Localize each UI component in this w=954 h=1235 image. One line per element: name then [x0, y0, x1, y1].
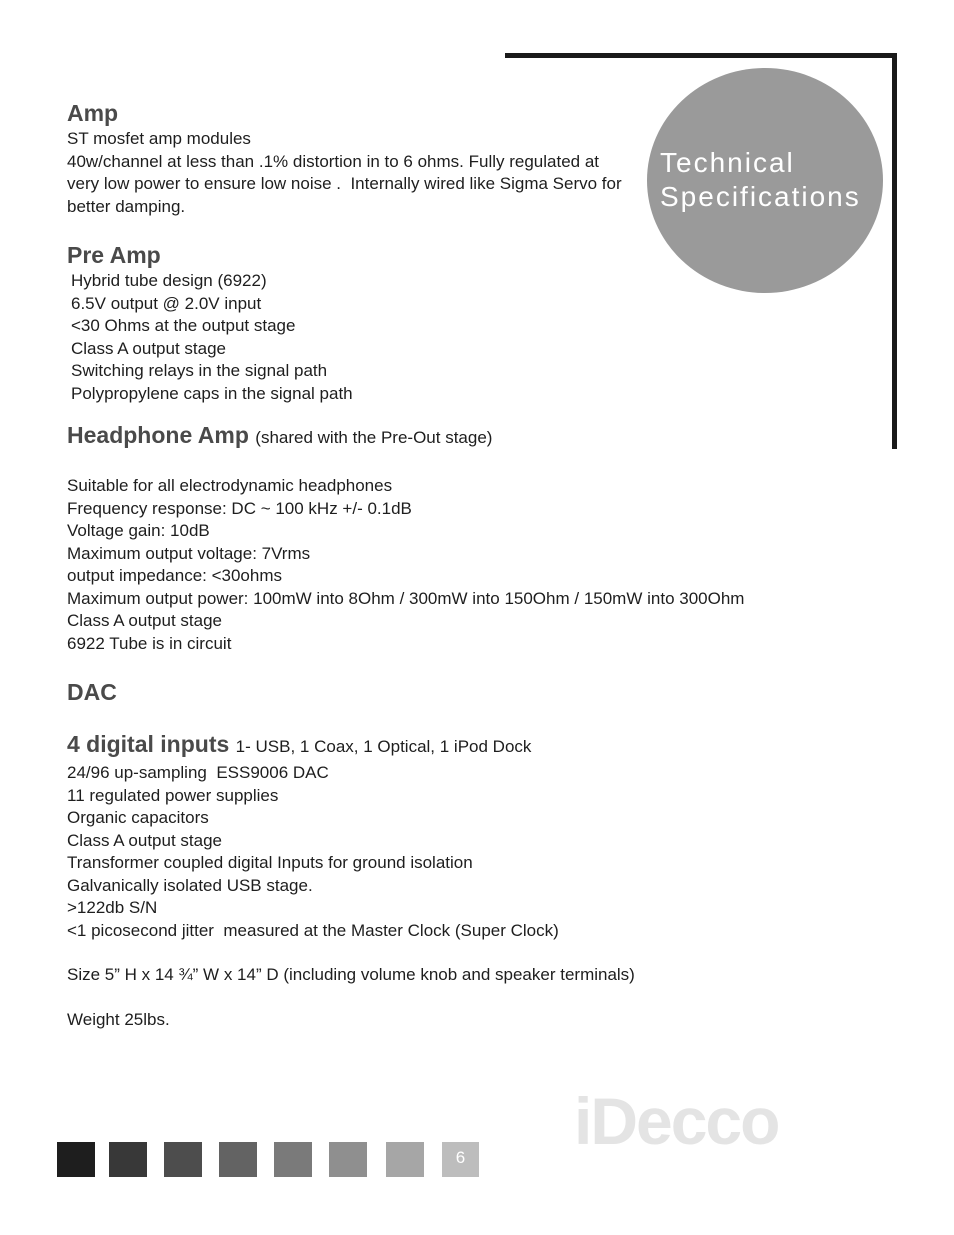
page-title-line1: Technical: [660, 147, 795, 178]
headphone-amp-line: Class A output stage: [67, 611, 222, 630]
headphone-amp-line: Maximum output power: 100mW into 8Ohm / 300mW into 150Ohm / 150mW into 300Ohm: [67, 588, 745, 608]
dac-line: Class A output stage: [67, 830, 222, 850]
headphone-amp-line: Suitable for all electrodynamic headphones: [67, 476, 393, 495]
digital-inputs-heading: [67, 729, 827, 762]
page-number: 6: [442, 1142, 479, 1177]
headphone-amp-line: 6922 Tube is in circuit: [67, 633, 232, 653]
digital-inputs-title: 4 digital inputs: [67, 731, 230, 757]
spec-content: [67, 98, 827, 1031]
headphone-amp-note: (shared with the Pre-Out stage): [255, 428, 493, 447]
brand-logo: iDecco: [574, 1084, 779, 1158]
dac-line: 11 regulated power supplies: [67, 785, 279, 805]
amp-line: 40w/channel at less than .1% distortion in to 6 ohms. Fully regulated at: [67, 151, 600, 171]
headphone-amp-line: output impedance: <30ohms: [67, 566, 283, 585]
footer-block: [274, 1142, 312, 1177]
amp-line: very low power to ensure low noise . Internally wired like Sigma Servo for: [67, 174, 622, 193]
footer-block: [164, 1142, 202, 1177]
dac-heading: DAC: [67, 679, 117, 705]
dac-line: Organic capacitors: [67, 808, 209, 827]
pre-amp-heading: Pre Amp: [67, 242, 161, 268]
amp-heading: Amp: [67, 100, 119, 126]
weight-spec: Weight 25lbs.: [67, 1009, 170, 1029]
footer-block: [57, 1142, 95, 1177]
frame-top-border: [505, 53, 897, 58]
headphone-amp-heading: [67, 420, 827, 453]
pre-amp-line: Hybrid tube design (6922): [71, 271, 267, 290]
amp-line: better damping.: [67, 196, 186, 216]
footer-block: [219, 1142, 257, 1177]
headphone-amp-line: Voltage gain: 10dB: [67, 521, 210, 540]
pre-amp-line: Polypropylene caps in the signal path: [71, 383, 353, 403]
dac-line: Galvanically isolated USB stage.: [67, 875, 313, 895]
dac-line: Transformer coupled digital Inputs for ground isolation: [67, 853, 473, 872]
dac-line: >122db S/N: [67, 898, 158, 917]
footer-block: [109, 1142, 147, 1177]
dac-line: <1 picosecond jitter measured at the Master Clock (Super Clock): [67, 920, 559, 940]
pre-amp-section: [67, 270, 827, 405]
page-title-line2: Specifications: [660, 181, 861, 212]
headphone-amp-title: Headphone Amp: [67, 422, 249, 448]
frame-right-border: [892, 53, 897, 449]
footer-block: [386, 1142, 424, 1177]
headphone-amp-section: [67, 475, 827, 655]
pre-amp-line: Class A output stage: [71, 338, 226, 358]
headphone-amp-line: Frequency response: DC ~ 100 kHz +/- 0.1dB: [67, 498, 412, 518]
amp-line: ST mosfet amp modules: [67, 129, 251, 148]
pre-amp-line: 6.5V output @ 2.0V input: [71, 293, 262, 313]
amp-section: [67, 128, 827, 218]
footer-block: [329, 1142, 367, 1177]
size-spec: Size 5” H x 14 ¾” W x 14” D (including volume knob and speaker terminals): [67, 965, 635, 984]
dac-line: 24/96 up-sampling ESS9006 DAC: [67, 763, 329, 782]
pre-amp-line: <30 Ohms at the output stage: [71, 316, 296, 335]
dac-section: [67, 762, 827, 942]
digital-inputs-note: 1- USB, 1 Coax, 1 Optical, 1 iPod Dock: [235, 737, 532, 756]
headphone-amp-line: Maximum output voltage: 7Vrms: [67, 543, 311, 563]
pre-amp-line: Switching relays in the signal path: [71, 361, 328, 380]
